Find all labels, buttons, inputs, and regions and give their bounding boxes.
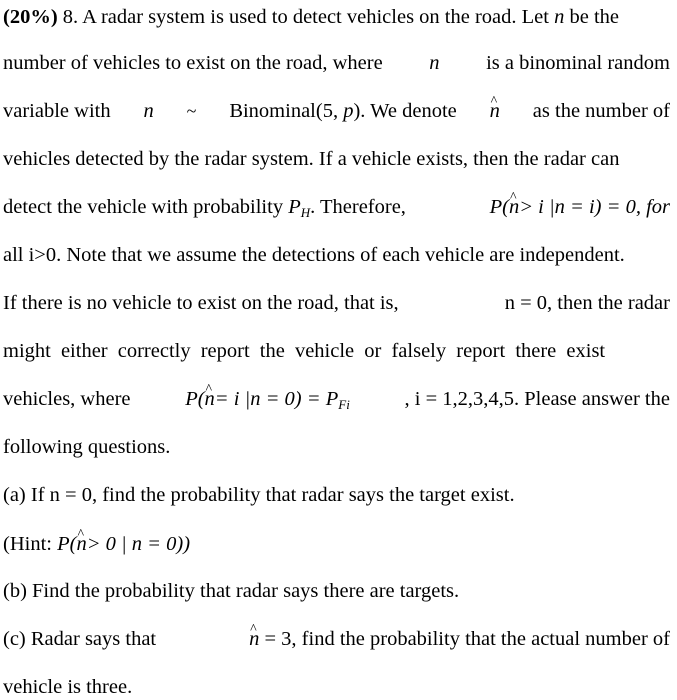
problem-line7-a: If there is no vehicle to exist on the road, that is, [3, 292, 399, 314]
problem-line-9 [3, 386, 670, 418]
var-n-hat-2: n ^ [509, 194, 519, 220]
var-n: n [554, 6, 565, 28]
var-n-hat: n ^ [490, 98, 500, 124]
expr-condition: > i |n = i) = 0, for [519, 196, 670, 218]
problem-line-4: vehicles detected by the radar system. If a vehicle exists, then the radar can [3, 148, 620, 170]
problem-line-1 [3, 4, 670, 30]
problem-line2-b: is a binominal random [486, 52, 670, 74]
hint-expr-start: P( [57, 533, 77, 555]
problem-weight: (20%) [3, 6, 58, 28]
var-p: p [343, 100, 354, 122]
problem-line-5 [3, 194, 670, 226]
hint-label: (Hint: [3, 533, 52, 555]
question-a-hint [3, 531, 670, 557]
problem-line9-b: , i = 1,2,3,4,5. Please answer the [404, 388, 670, 410]
problem-line-3 [3, 98, 670, 124]
expr9-condition: = i |n = 0) = [214, 388, 321, 410]
problem-line5-b: . Therefore, [310, 196, 406, 218]
var-n-2: n [429, 52, 440, 74]
problem-line3-b: ). We denote [353, 100, 457, 122]
var-n-hat-5: n ^ [249, 626, 259, 652]
var-n-hat-4: n ^ [76, 531, 86, 557]
problem-line1-end: be the [569, 6, 619, 28]
hint-expr-end: > 0 | n = 0)) [86, 533, 191, 555]
prob-P-H: $P_H$ [288, 196, 311, 220]
problem-line3-a: variable with [3, 100, 111, 122]
question-c [3, 626, 670, 652]
problem-line-2 [3, 50, 670, 76]
question-c-expr: = 3, find the probability that the actual number of [264, 628, 670, 650]
problem-line5-a: detect the vehicle with probability [3, 196, 284, 218]
problem-line-10: following questions. [3, 436, 171, 458]
problem-line-8: might either correctly report the vehicle or falsely report there exist [3, 340, 606, 362]
question-a: (a) If n = 0, find the probability that radar says the target exist. [3, 484, 515, 506]
problem-line-7 [3, 290, 670, 316]
problem-line3-c: as the number of [532, 100, 670, 122]
problem-line7-b: n = 0, then the radar [504, 292, 670, 314]
expr9-p-open: P( [185, 388, 205, 410]
question-b: (b) Find the probability that radar says there are targets. [3, 580, 460, 602]
var-n-hat-3: n ^ [205, 386, 215, 412]
problem-intro: 8. A radar system is used to detect vehicles on the road. Let [62, 6, 549, 28]
question-c-line-2: vehicle is three. [3, 676, 133, 698]
problem-line2-a: number of vehicles to exist on the road, where [3, 52, 383, 74]
var-n-3: n [143, 100, 154, 122]
prob-P-Fi: $P_{Fi}$ [325, 388, 350, 412]
binomial-label: Binominal(5, [229, 100, 339, 122]
expr-p-open: P( [489, 196, 509, 218]
question-c-a: (c) Radar says that [3, 628, 157, 650]
problem-line-6: all i>0. Note that we assume the detections of each vehicle are independent. [3, 244, 625, 266]
tilde-symbol: ~ [186, 101, 197, 121]
problem-line9-a: vehicles, where [3, 388, 131, 410]
